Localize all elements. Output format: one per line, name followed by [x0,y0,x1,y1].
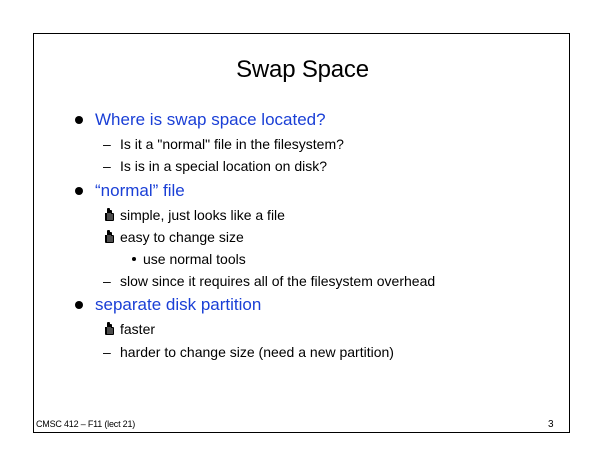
bullet-item-1: Where is swap space located? [95,110,326,129]
bullet-dot [75,116,83,124]
dash-marker: – [103,344,111,360]
bullet-dot [75,301,83,309]
slide-title: Swap Space [236,56,369,83]
subitem-3-1: faster [120,321,156,337]
dash-marker: – [103,273,111,289]
pointing-hand-icon [103,322,115,336]
subitem-2-3: use normal tools [143,251,246,267]
subitem-1-2: Is is in a special location on disk? [120,158,327,174]
subitem-2-2: easy to change size [120,229,244,245]
subitem-2-1: simple, just looks like a file [120,207,285,223]
subitem-2-4: slow since it requires all of the filesystem overhead [120,273,436,289]
bullet-dot [75,187,83,195]
footer-course-label: CMSC 412 – F11 (lect 21) [36,419,136,429]
pointing-hand-icon [103,230,115,244]
sub-bullet-dot [132,257,136,261]
pointing-hand-icon [103,208,115,222]
bullet-item-3: separate disk partition [95,295,262,314]
dash-marker: – [103,158,111,174]
subitem-1-1: Is it a "normal" file in the filesystem? [120,136,344,152]
bullet-item-2: “normal” file [95,181,185,200]
subitem-3-2: harder to change size (need a new partition) [120,344,394,360]
page-number: 3 [548,419,554,430]
dash-marker: – [103,136,111,152]
